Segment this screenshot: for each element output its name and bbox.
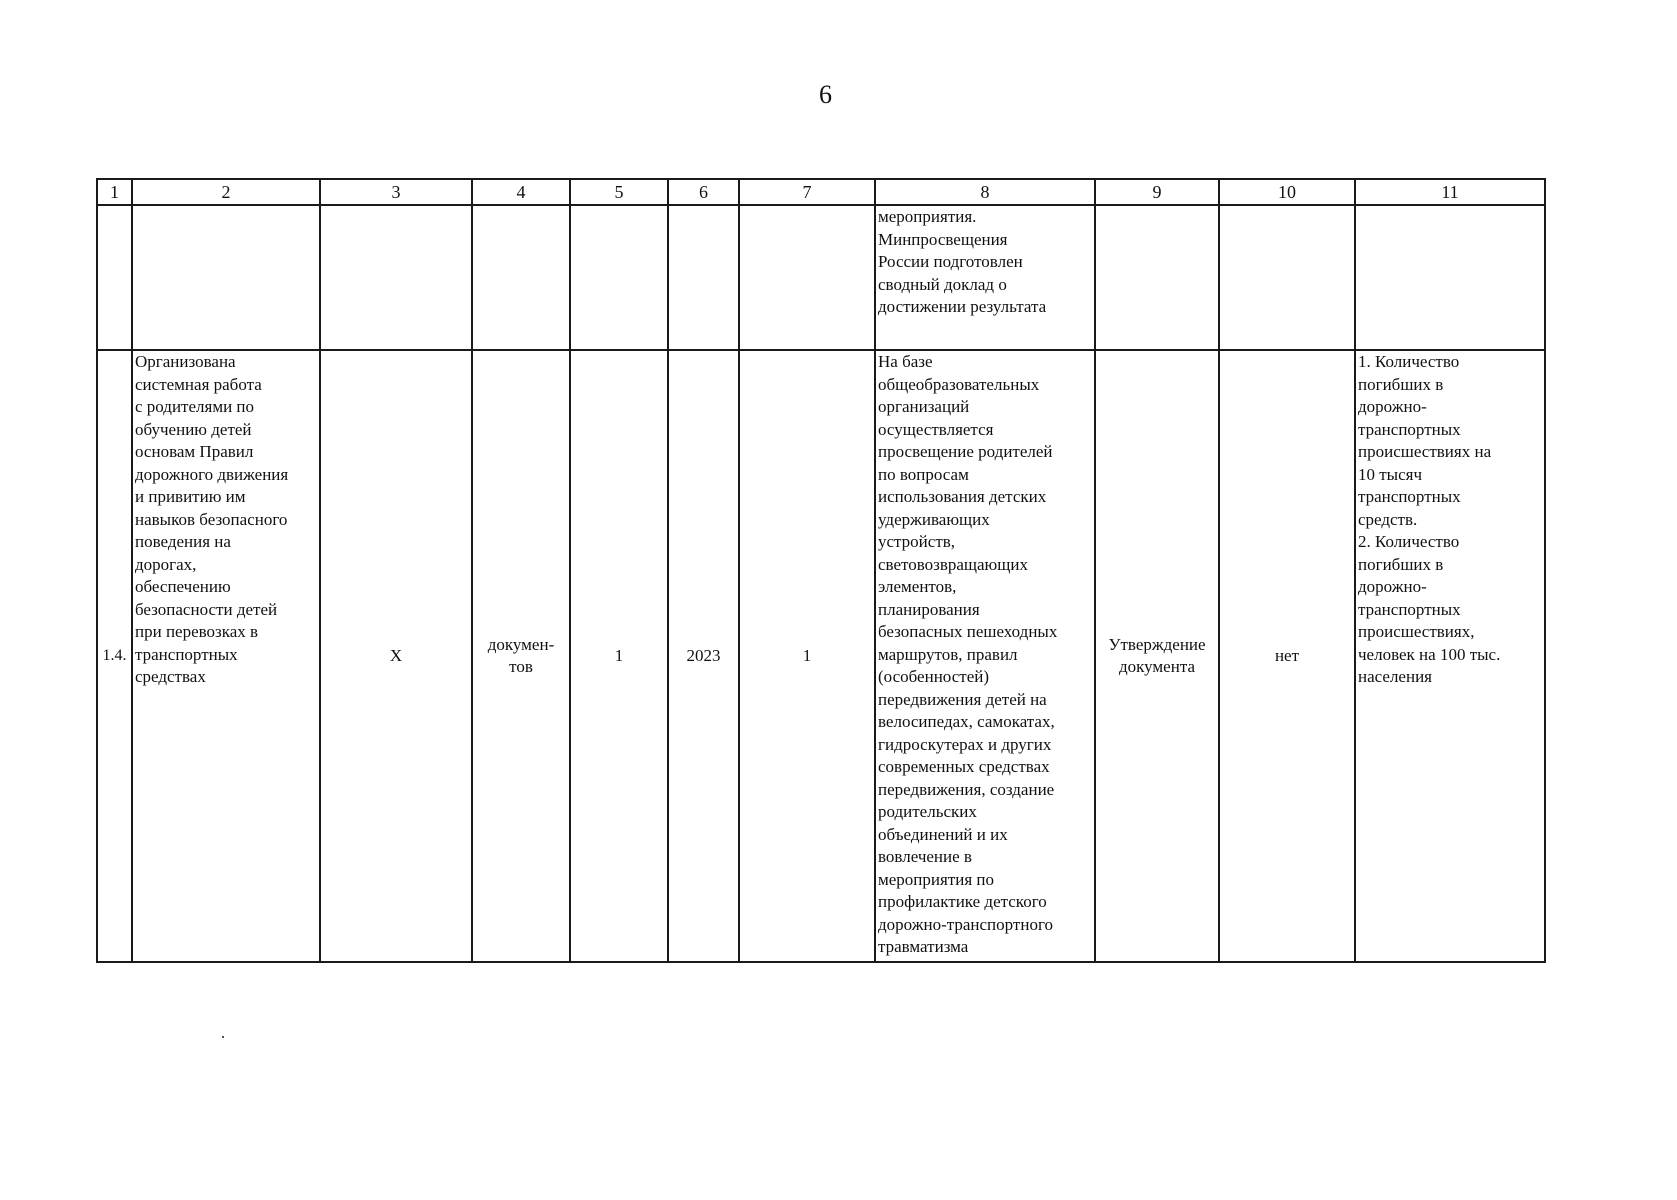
column-number: 1 [97,179,132,205]
empty-cell [320,205,472,350]
plan-table [96,178,1546,963]
column-number: 5 [570,179,668,205]
continuation-text-cell: мероприятия. Минпросвещения России подготовлен сводный доклад о достижении результата [875,205,1095,350]
indicators-cell: 1. Количество погибших в дорожно- транспортных происшествиях на 10 тысяч транспортных средств. 2. Количество погибших в дорожно- транспортных происшествиях, человек на 100 тыс. населения [1355,350,1545,962]
column-number: 2 [132,179,320,205]
year-cell: 2023 [668,350,739,962]
page-number: 6 [819,80,832,109]
value-cell: 1 [570,350,668,962]
empty-cell [97,205,132,350]
column-number: 10 [1219,179,1355,205]
empty-cell [1095,205,1219,350]
column-number: 3 [320,179,472,205]
unit-cell: докумен- тов [472,350,570,962]
table-row [97,350,1545,962]
empty-cell [1219,205,1355,350]
document-cell: Утверждение документа [1095,350,1219,962]
empty-cell [1355,205,1545,350]
column-number: 6 [668,179,739,205]
column-number: 7 [739,179,875,205]
empty-cell [132,205,320,350]
empty-cell [668,205,739,350]
empty-cell [472,205,570,350]
result-cell: Организована системная работа с родителями по обучению детей основам Правил дорожного движения и привитию им навыков безопасного поведения на дорогах, обеспечению безопасности детей при перевозках в транспортных средствах [132,350,320,962]
column-number: 11 [1355,179,1545,205]
column-number: 4 [472,179,570,205]
value-cell: Х [320,350,472,962]
column-number: 9 [1095,179,1219,205]
value-cell: 1 [739,350,875,962]
row-number-cell: 1.4. [97,350,132,962]
scan-speck [222,1036,224,1038]
empty-cell [739,205,875,350]
empty-cell [570,205,668,350]
description-cell: На базе общеобразовательных организаций осуществляется просвещение родителей по вопросам использования детских удерживающих устройств, световозвращающих элементов, планирования безопасных пешеходных маршрутов, правил (особенностей) передвижения детей на велосипедах, самокатах, гидроскутерах и других современных средствах передвижения, создание родительских объединений и их вовлечение в мероприятия по профилактике детского дорожно-транспортного травматизма [875,350,1095,962]
column-number: 8 [875,179,1095,205]
continuation-row [97,205,1545,350]
column-number-row [97,179,1545,205]
value-cell: нет [1219,350,1355,962]
